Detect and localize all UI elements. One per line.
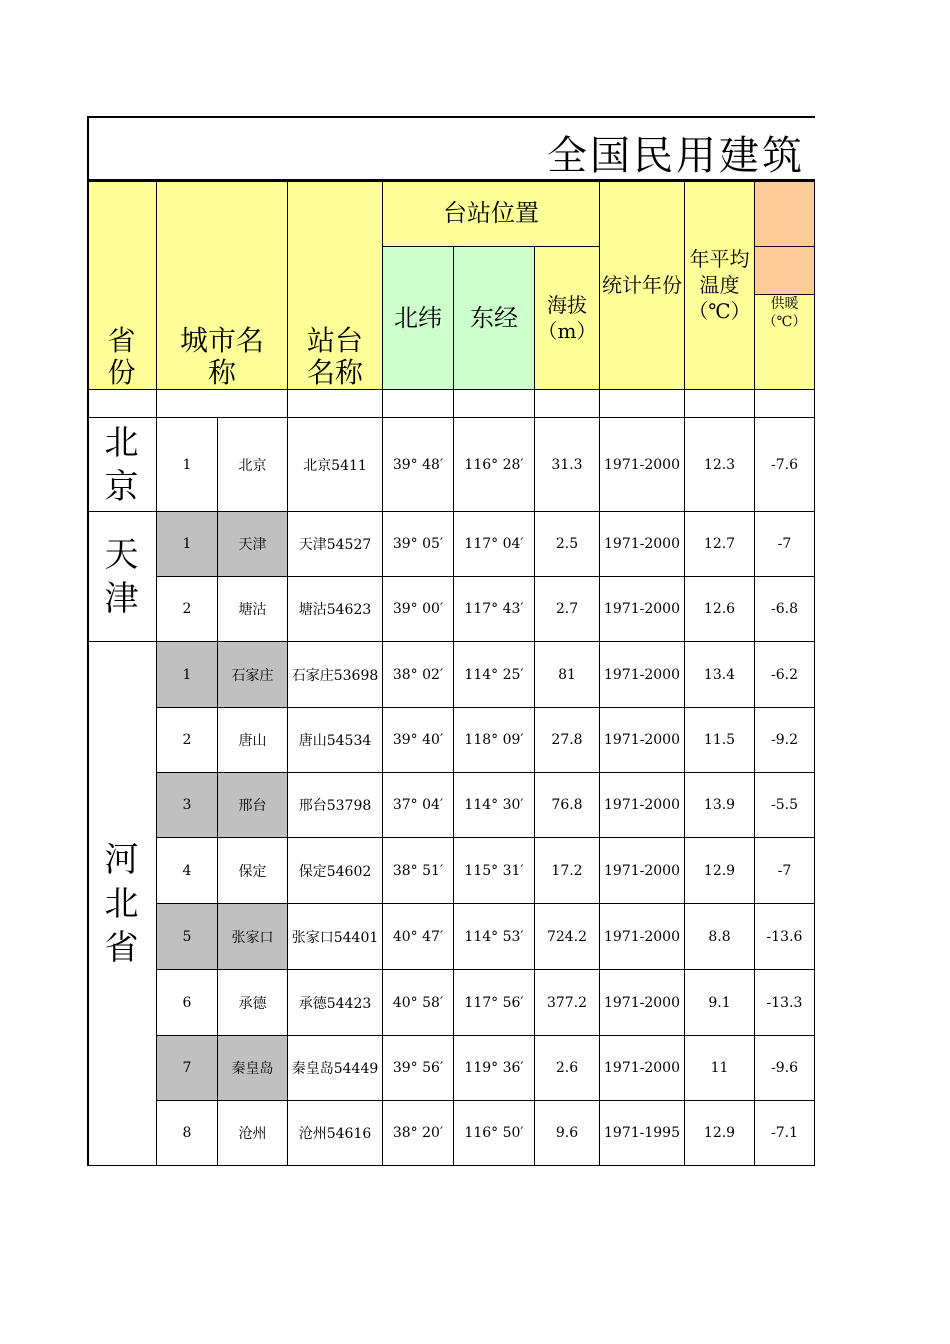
station-name: 北京5411 [288,418,383,512]
row-index: 1 [157,418,218,512]
heating-temp-value: -13.3 [755,970,815,1036]
altitude-value: 377.2 [535,970,600,1036]
latitude-value: 39° 05′ [383,512,454,577]
station-name: 塘沽54623 [288,577,383,642]
station-name: 唐山54534 [288,708,383,773]
spacer-cell [685,390,755,418]
spacer-cell [383,390,454,418]
spacer-cell [600,390,685,418]
city-name: 塘沽 [218,577,288,642]
header-avg-temp: 年平均温度（℃） [685,180,755,390]
heating-temp-value: -5.5 [755,773,815,838]
latitude-value: 39° 00′ [383,577,454,642]
row-index: 6 [157,970,218,1036]
altitude-value: 81 [535,642,600,708]
avg-temp-value: 8.8 [685,904,755,970]
station-name: 石家庄53698 [288,642,383,708]
heating-temp-value: -9.6 [755,1036,815,1101]
station-name: 承德54423 [288,970,383,1036]
avg-temp-value: 13.4 [685,642,755,708]
spacer-cell [535,390,600,418]
stat-years-value: 1971-2000 [600,1036,685,1101]
row-index: 5 [157,904,218,970]
header-longitude: 东经 [454,247,535,390]
stat-years-value: 1971-2000 [600,904,685,970]
table-left-border [87,180,89,1166]
stat-years-value: 1971-2000 [600,512,685,577]
altitude-value: 76.8 [535,773,600,838]
stat-years-value: 1971-2000 [600,838,685,904]
station-name: 沧州54616 [288,1101,383,1166]
latitude-value: 39° 56′ [383,1036,454,1101]
heating-temp-value: -7.6 [755,418,815,512]
row-index: 4 [157,838,218,904]
stat-years-value: 1971-2000 [600,773,685,838]
longitude-value: 116° 28′ [454,418,535,512]
province-cell [87,642,157,1166]
city-name: 唐山 [218,708,288,773]
stat-years-value: 1971-2000 [600,970,685,1036]
stat-years-value: 1971-2000 [600,708,685,773]
row-index: 1 [157,512,218,577]
heating-temp-value: -7 [755,512,815,577]
row-index: 8 [157,1101,218,1166]
stat-years-value: 1971-2000 [600,418,685,512]
station-name: 秦皇岛54449 [288,1036,383,1101]
longitude-value: 117° 56′ [454,970,535,1036]
avg-temp-value: 12.3 [685,418,755,512]
longitude-value: 114° 30′ [454,773,535,838]
altitude-value: 31.3 [535,418,600,512]
altitude-value: 17.2 [535,838,600,904]
avg-temp-value: 11 [685,1036,755,1101]
header-station: 站台名称 [288,180,383,390]
heating-temp-value: -7.1 [755,1101,815,1166]
province-cell [87,418,157,512]
city-name: 保定 [218,838,288,904]
city-name: 沧州 [218,1101,288,1166]
header-heating: 供暖（℃） [755,295,815,390]
latitude-value: 39° 40′ [383,708,454,773]
station-name: 天津54527 [288,512,383,577]
heating-temp-value: -7 [755,838,815,904]
row-index: 1 [157,642,218,708]
title-bar [87,116,815,180]
station-name: 邢台53798 [288,773,383,838]
latitude-value: 38° 51′ [383,838,454,904]
province-name: 河北省 [104,839,139,968]
heating-temp-value: -13.6 [755,904,815,970]
station-name: 张家口54401 [288,904,383,970]
province-name: 北京 [104,422,139,507]
row-index: 7 [157,1036,218,1101]
city-name: 承德 [218,970,288,1036]
city-name: 邢台 [218,773,288,838]
table-top-border [87,179,815,182]
longitude-value: 117° 43′ [454,577,535,642]
avg-temp-value: 12.6 [685,577,755,642]
row-index: 2 [157,708,218,773]
header-latitude: 北纬 [383,247,454,390]
header-orange-band-2 [755,247,815,295]
altitude-value: 27.8 [535,708,600,773]
page-title: 全国民用建筑 [547,133,805,179]
stat-years-value: 1971-2000 [600,642,685,708]
stat-years-value: 1971-1995 [600,1101,685,1166]
avg-temp-value: 13.9 [685,773,755,838]
altitude-value: 2.6 [535,1036,600,1101]
longitude-value: 117° 04′ [454,512,535,577]
avg-temp-value: 9.1 [685,970,755,1036]
longitude-value: 115° 31′ [454,838,535,904]
heating-temp-value: -9.2 [755,708,815,773]
longitude-value: 118° 09′ [454,708,535,773]
spacer-cell [454,390,535,418]
header-altitude: 海拔（m） [535,247,600,390]
city-name: 石家庄 [218,642,288,708]
avg-temp-value: 12.7 [685,512,755,577]
avg-temp-value: 12.9 [685,1101,755,1166]
longitude-value: 114° 25′ [454,642,535,708]
altitude-value: 724.2 [535,904,600,970]
latitude-value: 40° 47′ [383,904,454,970]
city-name: 秦皇岛 [218,1036,288,1101]
row-index: 3 [157,773,218,838]
avg-temp-value: 11.5 [685,708,755,773]
latitude-value: 37° 04′ [383,773,454,838]
header-province: 省份 [87,180,157,390]
longitude-value: 119° 36′ [454,1036,535,1101]
header-orange-band-1 [755,180,815,247]
header-stat-years: 统计年份 [600,180,685,390]
city-name: 张家口 [218,904,288,970]
city-name: 天津 [218,512,288,577]
latitude-value: 38° 20′ [383,1101,454,1166]
row-index: 2 [157,577,218,642]
header-city: 城市名称 [157,180,288,390]
longitude-value: 116° 50′ [454,1101,535,1166]
province-name: 天津 [104,534,139,619]
longitude-value: 114° 53′ [454,904,535,970]
altitude-value: 2.7 [535,577,600,642]
spacer-cell [218,390,288,418]
city-name: 北京 [218,418,288,512]
spacer-cell [87,390,157,418]
station-name: 保定54602 [288,838,383,904]
latitude-value: 38° 02′ [383,642,454,708]
avg-temp-value: 12.9 [685,838,755,904]
latitude-value: 39° 48′ [383,418,454,512]
altitude-value: 9.6 [535,1101,600,1166]
spacer-cell [288,390,383,418]
heating-temp-value: -6.8 [755,577,815,642]
spacer-cell [755,390,815,418]
latitude-value: 40° 58′ [383,970,454,1036]
stat-years-value: 1971-2000 [600,577,685,642]
header-location-group: 台站位置 [383,180,600,247]
altitude-value: 2.5 [535,512,600,577]
province-cell [87,512,157,642]
heating-temp-value: -6.2 [755,642,815,708]
